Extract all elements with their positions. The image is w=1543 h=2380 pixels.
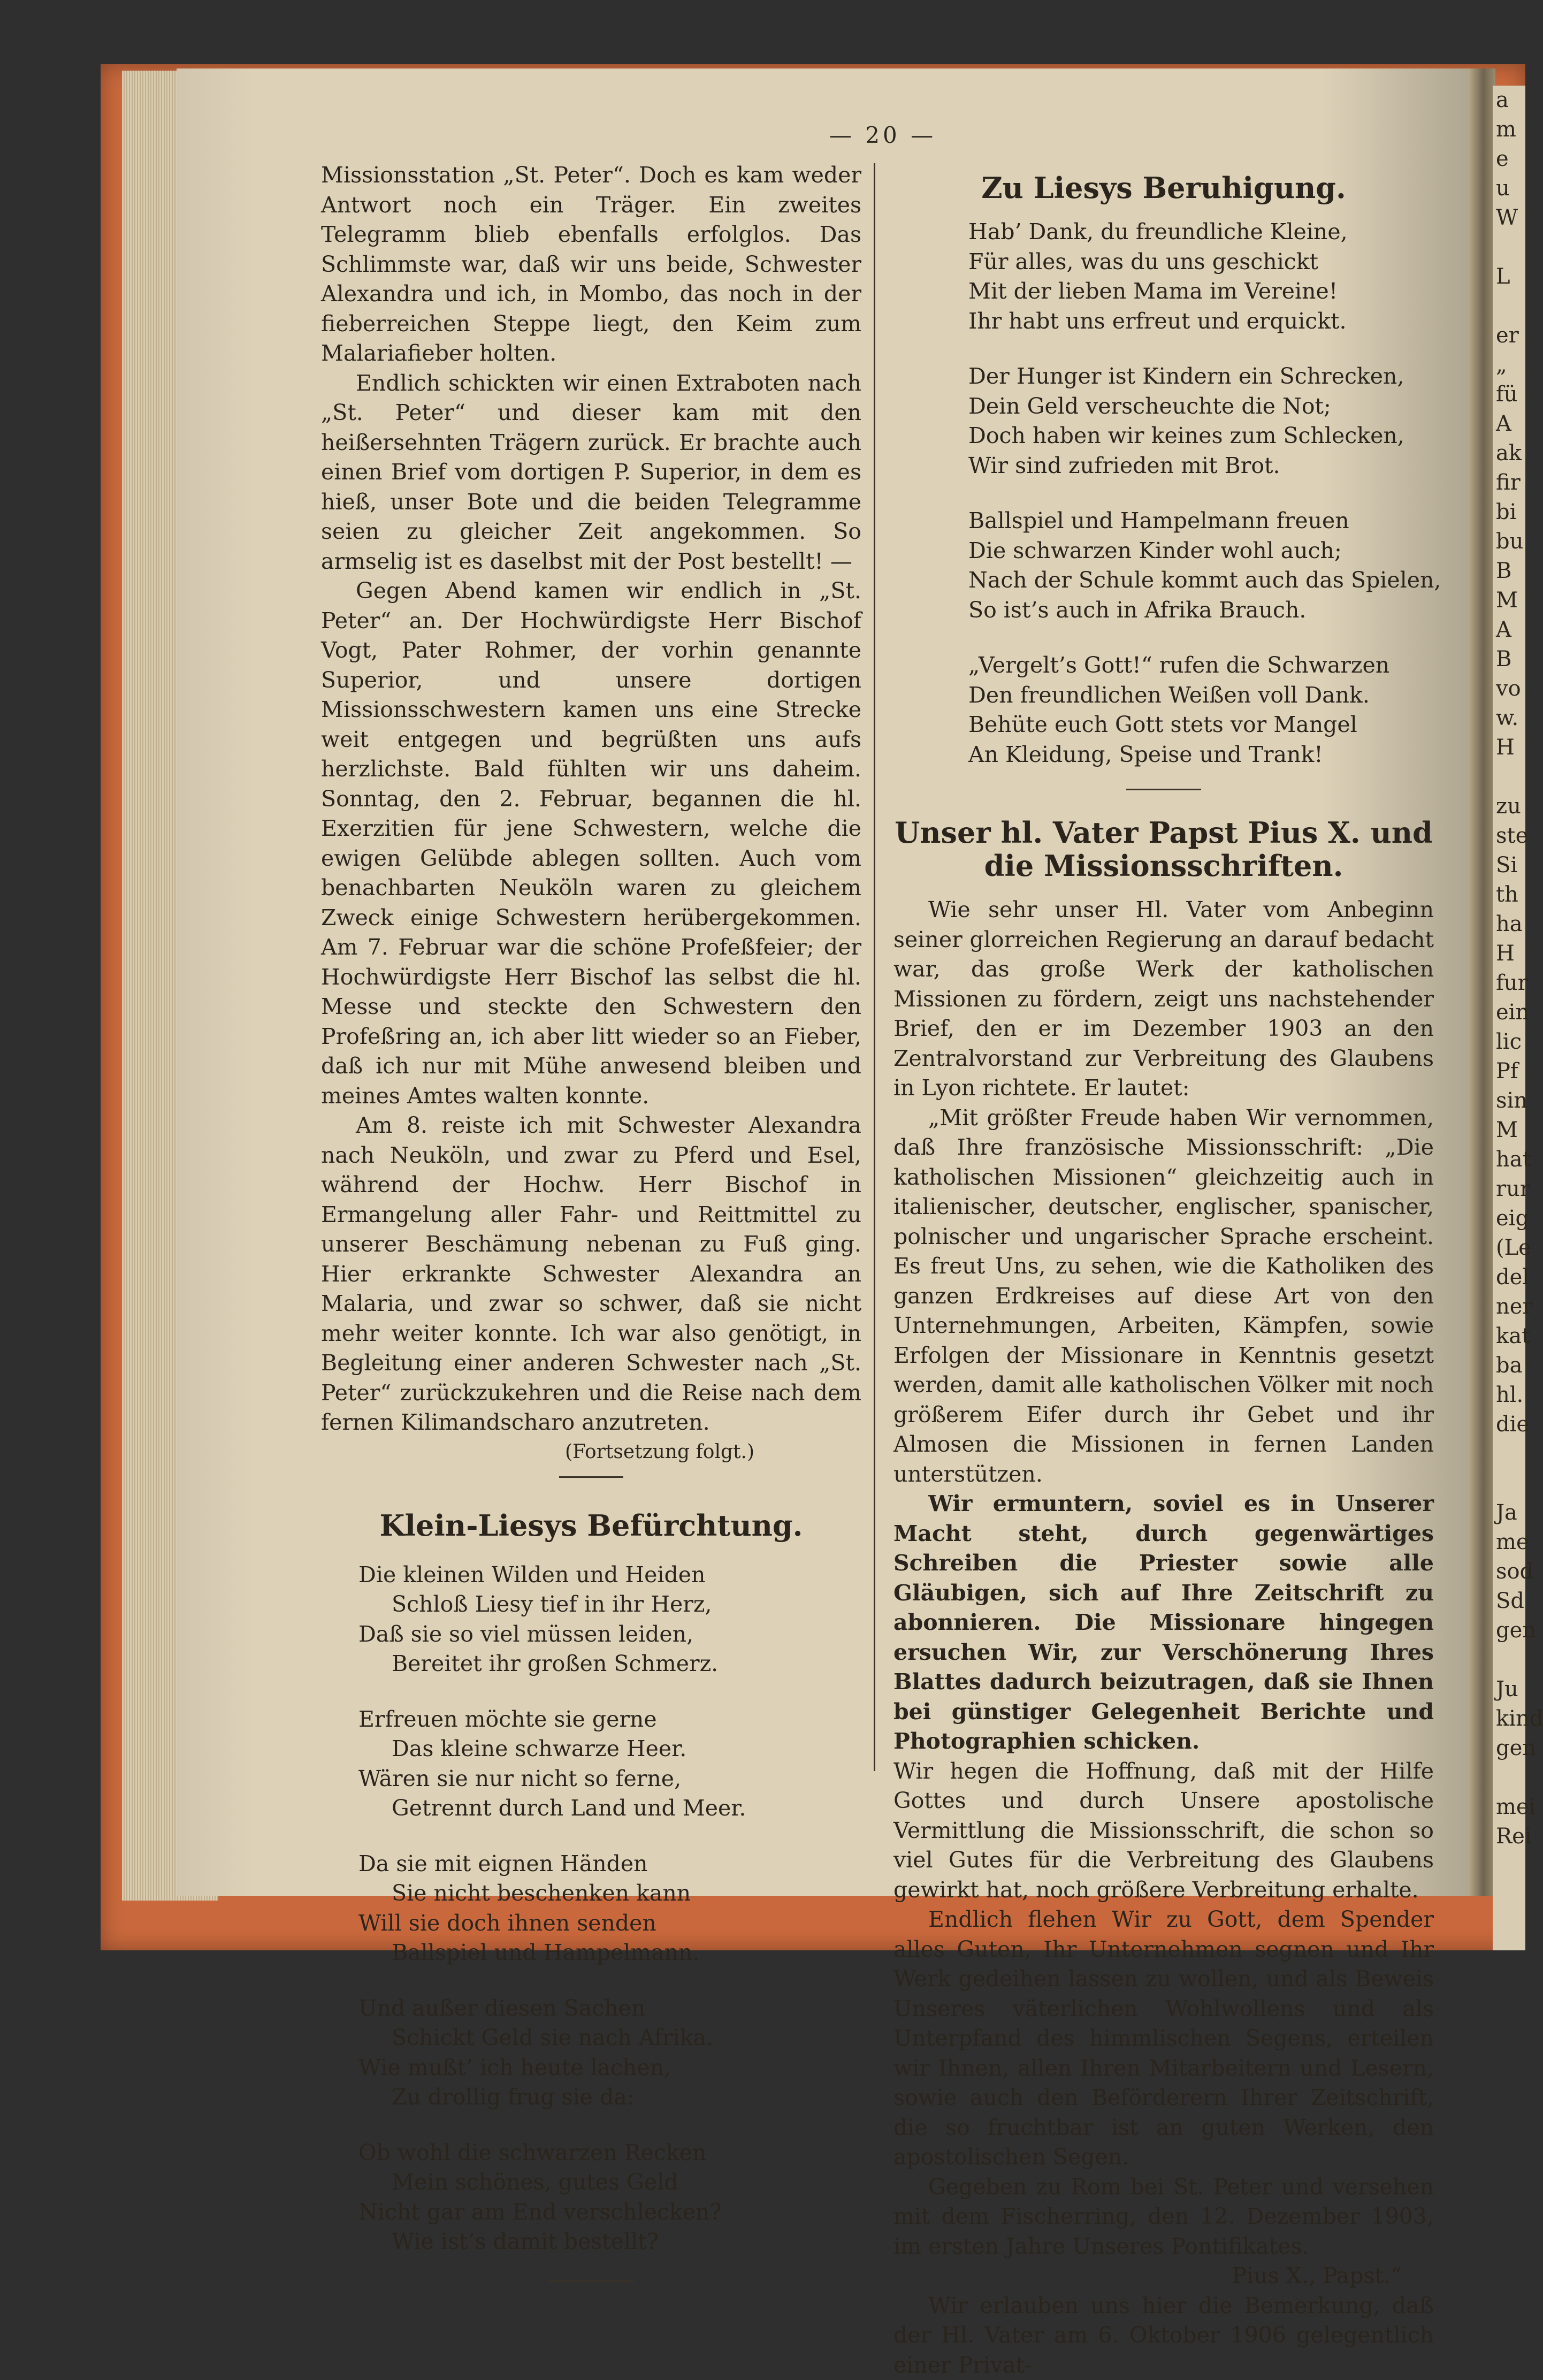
section-divider: [548, 2280, 634, 2282]
next-page-fragment: A: [1493, 409, 1525, 439]
next-page-fragment: er: [1493, 321, 1525, 350]
continued-note: (Fortsetzung folgt.): [321, 1438, 861, 1467]
next-page-fragment: w.: [1493, 704, 1525, 733]
poem-line: Sie nicht beschenken kann: [358, 1879, 861, 1909]
poem-line: Mit der lieben Mama im Vereine!: [968, 277, 1434, 307]
next-page-fragment: ha: [1493, 910, 1525, 939]
poem-line: Will sie doch ihnen senden: [358, 1909, 861, 1939]
article-paragraph: Wie sehr unser Hl. Vater vom Anbeginn seiner glorreichen Regierung an darauf bedacht war, das große Werk der katholischen Missionen zu fördern, zeigt uns nachstehender Brief, den er im Dezember 1903 an den Zentralvorstand zur Verbreitung des Glaubens in Lyon richtete. Er lautet:: [893, 895, 1434, 1103]
article-paragraph: Wir hegen die Hoffnung, daß mit der Hilfe Gottes und durch Unsere apostolische Vermittlung die Missionsschrift, die schon so viel Gutes für die Verbreitung des Glaubens gewirkt hat, noch größere Verbreitung erhalte.: [893, 1757, 1434, 1905]
poem-line: Getrennt durch Land und Meer.: [358, 1794, 861, 1824]
next-page-fragment: [1493, 1469, 1525, 1498]
poem-line: Mein schönes, gutes Geld: [358, 2168, 861, 2198]
next-page-fragment: [1493, 233, 1525, 262]
story-paragraph: Missionsstation „St. Peter“. Doch es kam weder Antwort noch ein Träger. Ein zweites Telegramm blieb ebenfalls erfolglos. Das Schlimmste war, daß wir uns beide, Schwester Alexandra und ich, in Mombo, das noch in der fieberreichen Steppe liegt, den Keim zum Malariafieber holten.: [321, 161, 861, 369]
next-page-fragment: M: [1493, 1116, 1525, 1145]
poem-line: Nach der Schule kommt auch das Spielen,: [968, 566, 1434, 596]
poem-stanza: [358, 1849, 861, 1968]
next-page-fragment: „: [1493, 350, 1525, 380]
poem-line: Und außer diesen Sachen: [358, 1994, 861, 2024]
next-page-fragment: bi: [1493, 498, 1525, 527]
article-paragraph: Gegeben zu Rom bei St. Peter und versehen mit dem Fischerring, den 12. Dezember 1903, im ersten Jahre Unseres Pontifikates.: [893, 2172, 1434, 2262]
next-page-fragment: Rei: [1493, 1822, 1525, 1851]
poem-beruhigung: [893, 217, 1434, 769]
article-body: [893, 895, 1434, 2380]
left-column: [321, 161, 861, 2292]
poem-line: Dein Geld verscheuchte die Not;: [968, 392, 1434, 422]
poem-line: Das kleine schwarze Heer.: [358, 1734, 861, 1764]
poem-line: Doch haben wir keines zum Schlecken,: [968, 421, 1434, 451]
poem-line: Hab’ Dank, du freundliche Kleine,: [968, 217, 1434, 247]
right-column: [893, 161, 1434, 2380]
story-paragraph: Am 8. reiste ich mit Schwester Alexandra nach Neuköln, und zwar zu Pferd und Esel, während der Hochw. Herr Bischof in Ermangelung aller Fahr- und Reittmittel zu unserer Beschämung nebenan zu Fuß ging. Hier erkrankte Schwester Alexandra an Malaria, und zwar so schwer, daß sie nicht mehr weiter konnte. Ich war also genötigt, in Begleitung einer anderen Schwester nach „St. Peter“ zurückzukehren und die Reise nach dem fernen Kilimandscharo anzutreten.: [321, 1111, 861, 1438]
next-page-fragment: gen: [1493, 1734, 1525, 1763]
poem-line: Ob wohl die schwarzen Recken: [358, 2138, 861, 2168]
next-page-fragment: Pf: [1493, 1057, 1525, 1086]
next-page-fragment: eig: [1493, 1204, 1525, 1233]
section-divider: [1126, 789, 1201, 790]
poem-line: Ballspiel und Hampelmann.: [358, 1938, 861, 1968]
next-page-fragment: e: [1493, 144, 1525, 174]
next-page-fragment: zu: [1493, 792, 1525, 821]
next-page-fragment: B: [1493, 645, 1525, 674]
poem-line: Zu drollig frug sie da:: [358, 2082, 861, 2112]
poem-line: „Vergelt’s Gott!“ rufen die Schwarzen: [968, 651, 1434, 681]
next-page-fragment: [1493, 1439, 1525, 1469]
section-divider: [559, 1476, 623, 1478]
article-title: Unser hl. Vater Papst Pius X. und die Missionsschriften.: [893, 816, 1434, 882]
next-page-fragment: sin: [1493, 1086, 1525, 1116]
story-continuation: [321, 161, 861, 1438]
article-paragraph: Wir erlauben uns hier die Bemerkung, daß der Hl. Vater am 6. Oktober 1906 gelegentlich einer Privat-: [893, 2291, 1434, 2380]
next-page-fragment: vo: [1493, 674, 1525, 704]
poem-line: Behüte euch Gott stets vor Mangel: [968, 710, 1434, 740]
poem-line: Der Hunger ist Kindern ein Schrecken,: [968, 362, 1434, 392]
next-page-fragment: a: [1493, 86, 1525, 115]
next-page-fragment: mei: [1493, 1792, 1525, 1822]
poem-klein-liesy: [321, 1560, 861, 2257]
poem-stanza: [358, 1705, 861, 1824]
article-paragraph: Pius X., Papst.“: [893, 2261, 1434, 2291]
next-page-fragment: Sd: [1493, 1586, 1525, 1616]
next-page-fragment: kind: [1493, 1704, 1525, 1734]
next-page-fragment: hl.: [1493, 1380, 1525, 1410]
next-page-fragment: ein: [1493, 998, 1525, 1027]
poem-line: Ballspiel und Hampelmann freuen: [968, 506, 1434, 536]
book-gutter: [1469, 68, 1495, 1896]
next-page-fragment: u: [1493, 174, 1525, 203]
poem-line: Die schwarzen Kinder wohl auch;: [968, 536, 1434, 566]
poem-line: Wären sie nur nicht so ferne,: [358, 1764, 861, 1794]
next-page-fragment: [1493, 1763, 1525, 1792]
next-page-fragment: lic: [1493, 1027, 1525, 1057]
poem-stanza: [968, 506, 1434, 625]
next-page-fragment: H: [1493, 939, 1525, 968]
next-page-edge: [1493, 86, 1525, 1950]
poem-title-beruhigung: Zu Liesys Beruhigung.: [893, 171, 1434, 204]
poem-line: Wie mußt’ ich heute lachen,: [358, 2053, 861, 2083]
next-page-fragment: [1493, 762, 1525, 792]
next-page-fragment: ner: [1493, 1292, 1525, 1322]
next-page-fragment: bu: [1493, 527, 1525, 556]
page-number: — 20 —: [776, 122, 990, 148]
poem-stanza: [358, 1994, 861, 2112]
poem-line: Ihr habt uns erfreut und erquickt.: [968, 307, 1434, 337]
next-page-fragment: m: [1493, 115, 1525, 144]
poem-stanza: [968, 217, 1434, 336]
next-page-fragment: del: [1493, 1263, 1525, 1292]
poem-line: Erfreuen möchte sie gerne: [358, 1705, 861, 1735]
poem-stanza: [968, 651, 1434, 769]
poem-line: Schickt Geld sie nach Afrika.: [358, 2023, 861, 2053]
next-page-fragment: fü: [1493, 380, 1525, 409]
next-page-fragment: [1493, 1645, 1525, 1675]
poem-line: Die kleinen Wilden und Heiden: [358, 1560, 861, 1590]
next-page-fragment: (Le: [1493, 1233, 1525, 1263]
next-page-fragment: th: [1493, 880, 1525, 910]
poem-line: Für alles, was du uns geschickt: [968, 247, 1434, 277]
poem-line: Da sie mit eignen Händen: [358, 1849, 861, 1879]
next-page-fragment: ak: [1493, 439, 1525, 468]
next-page-fragment: fir: [1493, 468, 1525, 498]
poem-line: Nicht gar am End verschlecken?: [358, 2198, 861, 2228]
next-page-fragment: kat: [1493, 1322, 1525, 1351]
next-page-fragment: M: [1493, 586, 1525, 615]
next-page-fragment: gen: [1493, 1616, 1525, 1645]
column-rule: [874, 163, 875, 1771]
next-page-fragment: ba: [1493, 1351, 1525, 1380]
poem-stanza: [968, 362, 1434, 480]
next-page-fragment: W: [1493, 203, 1525, 233]
next-page-fragment: H: [1493, 733, 1525, 762]
next-page-fragment: ste: [1493, 821, 1525, 851]
next-page-fragment: Ja: [1493, 1498, 1525, 1528]
next-page-fragment: Si: [1493, 851, 1525, 880]
poem-stanza: [358, 2138, 861, 2257]
article-paragraph: Endlich flehen Wir zu Gott, dem Spender alles Guten, Ihr Unternehmen segnen und Ihr Werk gedeihen lassen zu wollen, und als Beweis Unseres väterlichen Wohlwollens und als Unterpfand des himmlischen Segens, erteilen wir Ihnen, allen Ihren Mitarbeitern und Lesern, sowie auch den Beförderern Ihrer Zeitschrift, die so fruchtbar ist an guten Werken, den apostolischen Segen.: [893, 1905, 1434, 2172]
next-page-fragment: sod: [1493, 1557, 1525, 1586]
next-page-fragment: hat: [1493, 1145, 1525, 1174]
poem-line: Daß sie so viel müssen leiden,: [358, 1620, 861, 1650]
poem-line: So ist’s auch in Afrika Brauch.: [968, 596, 1434, 625]
poem-line: Bereitet ihr großen Schmerz.: [358, 1649, 861, 1679]
next-page-fragment: me: [1493, 1528, 1525, 1557]
article-paragraph: Wir ermuntern, soviel es in Unserer Macht steht, durch gegenwärtiges Schreiben die Priester sowie alle Gläubigen, sich auf Ihre Zeitschrift zu abonnieren. Die Missionare hingegen ersuchen Wir, zur Verschönerung Ihres Blattes dadurch beizutragen, daß sie Ihnen bei günstiger Gelegenheit Berichte und Photographien schicken.: [893, 1489, 1434, 1757]
poem-line: Den freundlichen Weißen voll Dank.: [968, 681, 1434, 711]
poem-line: Wir sind zufrieden mit Brot.: [968, 451, 1434, 481]
next-page-fragment: [1493, 292, 1525, 321]
poem-stanza: [358, 1560, 861, 1679]
poem-line: Wie ist’s damit bestellt?: [358, 2227, 861, 2257]
story-paragraph: Gegen Abend kamen wir endlich in „St. Peter“ an. Der Hochwürdigste Herr Bischof Vogt, Pater Rohmer, der vorhin genannte Superior, und unsere dortigen Missionsschwestern kamen uns eine Strecke weit entgegen und begrüßten uns aufs herzlichste. Bald fühlten wir uns daheim. Sonntag, den 2. Februar, begannen die hl. Exerzitien für jene Schwestern, welche die ewigen Gelübde ablegen sollten. Auch vom benachbarten Neuköln waren zu gleichem Zweck einige Schwestern herübergekommen. Am 7. Februar war die schöne Profeßfeier; der Hochwürdigste Herr Bischof las selbst die hl. Messe und steckte den Schwestern den Profeßring an, ich aber litt wieder so an Fieber, daß ich nur mit Mühe anwesend bleiben und meines Amtes walten konnte.: [321, 576, 861, 1111]
poem-line: Schloß Liesy tief in ihr Herz,: [358, 1590, 861, 1620]
article-paragraph: „Mit größter Freude haben Wir vernommen, daß Ihre französische Missionsschrift: „Die katholischen Missionen“ gleichzeitig auch in italienischer, deutscher, englischer, spanischer, polnischer und ungarischer Sprache erscheint. Es freut Uns, zu sehen, wie die Katholiken des ganzen Erdkreises auf diese Art von den Unternehmungen, Arbeiten, Kämpfen, sowie Erfolgen der Missionare in Kenntnis gesetzt werden, damit alle katholischen Völker mit noch größerem Eifer durch ihr Gebet und ihr Almosen die Missionen in fernen Landen unterstützen.: [893, 1103, 1434, 1490]
poem-title-klein-liesy: Klein-Liesys Befürchtung.: [321, 1509, 861, 1542]
next-page-fragment: Ju: [1493, 1675, 1525, 1704]
next-page-fragment: B: [1493, 556, 1525, 586]
next-page-fragment: die: [1493, 1410, 1525, 1439]
next-page-fragment: rur: [1493, 1174, 1525, 1204]
next-page-fragment: fur: [1493, 968, 1525, 998]
next-page-fragment: L: [1493, 262, 1525, 292]
next-page-fragment: A: [1493, 615, 1525, 645]
story-paragraph: Endlich schickten wir einen Extraboten nach „St. Peter“ und dieser kam mit den heißersehnten Trägern zurück. Er brachte auch einen Brief vom dortigen P. Superior, in dem es hieß, unser Bote und die beiden Telegramme seien zu gleicher Zeit angekommen. So armselig ist es daselbst mit der Post bestellt! —: [321, 369, 861, 577]
poem-line: An Kleidung, Speise und Trank!: [968, 740, 1434, 770]
